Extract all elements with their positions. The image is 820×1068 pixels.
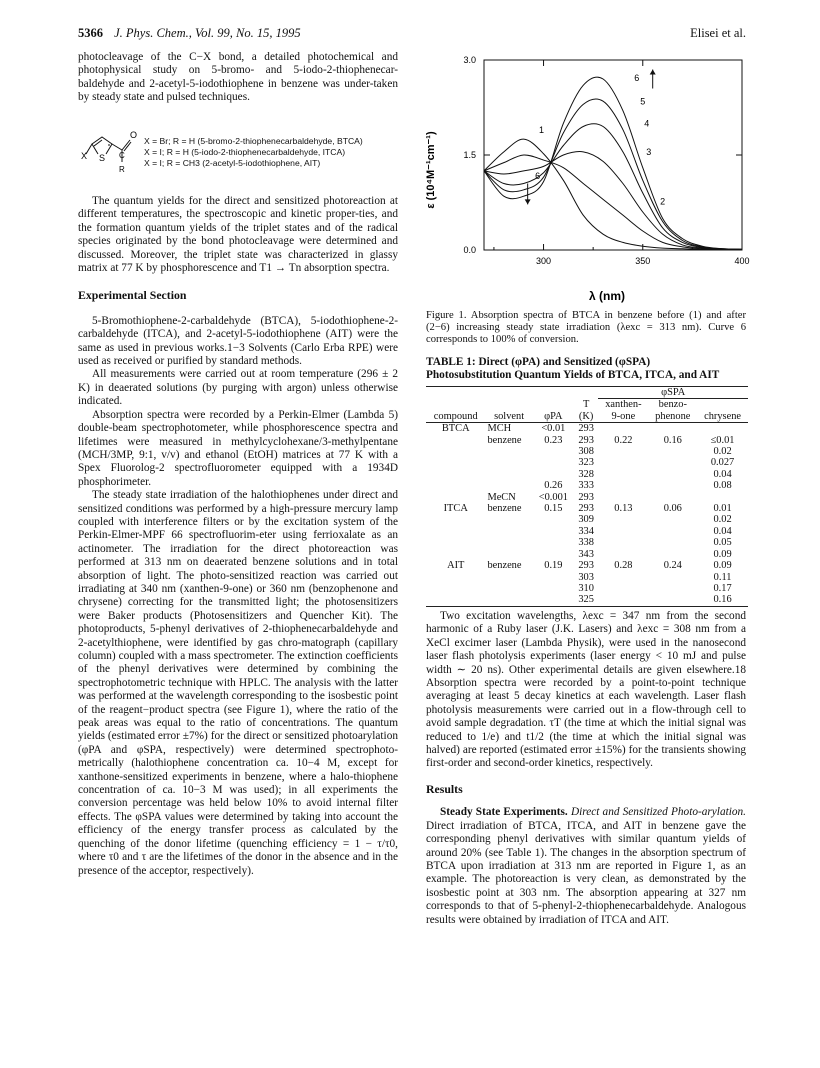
table-cell: 333 [578,480,594,492]
table-cell [426,549,485,560]
table-title [426,356,756,382]
table-cell [648,526,697,537]
steady-state-subheading: Direct and Sensitized Photo-arylation. [570,806,746,819]
table-cell [648,514,697,525]
intro-text: photocleavage of the C−X bond, a detailed photochemical and photophysical study on 5-bromo- and 5-iodo-2-thiophenecar-baldehyde and 2-acetyl-5-iodothiophene in benzene was under-taken by steady state and pulsed techniques. [78,51,398,104]
table-cell: 0.02 [713,514,732,526]
table-row [426,537,748,548]
table-cell: 309 [578,514,594,526]
table-cell [533,583,574,594]
structure-line-itca: X = I; R = H (5-iodo-2-thiophenecarbaldehyde, ITCA) [144,146,346,157]
table-cell [648,549,697,560]
table-cell [598,549,648,560]
table-cell: 334 [578,525,594,537]
table-cell [533,469,574,480]
table-cell [598,480,648,491]
table-cell [598,594,648,606]
experimental-irradiation: The steady state irradiation of the halothiophenes under direct and sensitized conditions was performed by a high-pressure mercury lamp coupled with interference filters or by the excitation system of the Perkin-Elmer-MPF 66 spectrofluorim-eter using ferrioxalate as an actinometer. The irradiation for the direct photoreaction was performed at 313 nm on deaerated benzene solutions and in total absorption of light. The photo-sensitized reaction was carried out irradiating at 340 nm (xanthen-9-one) or 360 nm (benzophenone and chrysene) correcting for the transmitted light; the photosensitizers were Baker products (Photosensitizers and Quencher Kit). The photoproducts, 5-phenyl derivatives of 2-thiophenecarbaldehyde and 2-acetylthiophene, were identified by gas chro-matograph (capillary column) coupled with a mass spectrometer. The extinction coefficients of the phenyl derivatives were determined by combining the spectrophotometric technique with HPLC. The analysis with the latter was performed at the wavelength corresponding to the isosbestic point of the reagent−product spectra (see Figure 1), where the ratio of the peak areas was equal to the ratio of concentrations. The quantum yields (estimated error ±7%) for the direct or sensitized photoarylation (φPA and φSPA, respectively) were determined spectrophoto-metrically (halothiophene concentration ca. 10−4 M, except for xanthone-sensitized experiments in benzene, where a halo-thiophene concentration of ca. 10−3 M was used); in all experiments the conversion percentage was held below 10% to avoid internal filter effects. The φSPA values were determined by taking into account the efficiency of the energy transfer process as calculated by the quenching of the donor lifetime (quenching efficiency = 1 − τ/τ0, where τ0 and τ are the lifetimes of the donor in the absence and in the presence of the acceptor, respectively). [78,489,398,877]
table-cell: benzene [487,560,522,572]
table-cell [598,526,648,537]
table-cell: 0.15 [544,503,563,515]
table-cell [485,549,532,560]
table-cell [648,480,697,491]
table-cell: 293 [578,434,594,446]
arrow-down-head-icon [525,199,531,204]
table-row [426,446,748,457]
table-cell: 0.11 [713,571,732,583]
steady-state-heading: Steady State Experiments. [440,806,568,819]
table-cell: 338 [578,537,594,549]
table-cell [598,492,648,503]
table-cell [648,537,697,548]
table-cell: 0.19 [544,560,563,572]
structure-legend [144,136,363,168]
table-cell [426,457,485,468]
table-cell [485,446,532,457]
table-cell: 0.13 [614,503,633,515]
table-cell [485,469,532,480]
table-cell [598,469,648,480]
table-cell [648,583,697,594]
y-tick-label: 1.5 [463,150,476,160]
series-1-line [484,139,742,249]
table-cell: MCH [487,423,512,435]
curve-label-5: 6 [634,72,640,83]
table-cell [598,583,648,594]
table-cell [648,457,697,468]
experimental-materials: 5-Bromothiophene-2-carbaldehyde (BTCA), 5-iodothiophene-2-carbaldehyde (ITCA), and 2-acetyl-5-iodothiophene (AIT) were the same as used in previous works.1−3 Solvents (Carlo Erba RPE) were used as received or purified by standard methods. [78,314,398,368]
table-cell: 0.22 [614,434,633,446]
table-row [426,560,748,571]
table-cell: 0.08 [713,480,732,492]
structure-line-ait: X = I; R = CH3 (2-acetyl-5-iodothiophene, AIT) [144,157,321,168]
curve-label-0: 1 [539,124,545,135]
table-cell [533,526,574,537]
table-cell [426,492,485,503]
table-cell: MeCN [487,491,516,503]
table-cell [598,537,648,548]
table-row [426,480,748,491]
table-header-top-6 [697,399,748,411]
arrow-up-head-icon [650,70,656,75]
table-cell [426,526,485,537]
table-cell: 0.05 [713,537,732,549]
curve-label-6: 6 [535,171,541,182]
table-cell: 323 [578,457,594,469]
table-cell [533,572,574,583]
intro-paragraph [78,51,398,105]
table-cell [533,537,574,548]
table-cell: 308 [578,446,594,458]
table-cell: 0.26 [544,480,563,492]
table-row [426,423,748,435]
absorption-spectra-plot [426,50,766,305]
x-tick-label: 300 [536,256,552,266]
table-cell [648,469,697,480]
table-cell [648,423,697,435]
curve-label-1: 2 [660,196,666,207]
table-cell: BTCA [441,423,470,435]
table-cell: 0.04 [713,468,732,480]
y-tick-label: 0.0 [463,245,476,255]
table-header-4: 9-one [598,411,648,423]
table-title-line-2: Photosubstitution Quantum Yields of BTCA, ITCA, and AIT [426,369,720,381]
table-cell: 0.09 [713,548,732,560]
table-row [426,594,748,606]
table-cell: 325 [574,594,598,606]
table-cell [598,457,648,468]
table-cell: <0.001 [538,491,568,503]
table-cell [598,572,648,583]
table-cell: 0.027 [710,457,735,469]
table-cell [485,457,532,468]
table-cell: 343 [578,548,594,560]
table-cell: 293 [578,503,594,515]
table-cell: 0.23 [544,434,563,446]
table-cell: 293 [578,491,594,503]
table-row [426,503,748,514]
table-cell [426,446,485,457]
table-header-top-0 [426,399,485,411]
table-header-2: φPA [533,411,574,423]
chemical-structure [78,128,398,180]
figure-caption [426,310,746,347]
table-title-line-1: TABLE 1: Direct (φPA) and Sensitized (φSPA) [426,356,651,368]
x-substituent-label: X [81,151,88,161]
y-tick-label: 3.0 [463,55,476,65]
table-row [426,492,748,503]
structure-line-btca: X = Br; R = H (5-bromo-2-thiophenecarbaldehyde, BTCA) [144,136,363,146]
laser-photolysis-paragraph: Two excitation wavelengths, λexc = 347 nm from the second harmonic of a Ruby laser (J.K. Lasers) and λexc = 308 nm from a XeCl excimer laser (Lambda Physik), were used in the nanosecond laser flash photolysis experiments (laser energy < 10 mJ and pulse width ∼ 20 ns). Other experimental details are given elsewhere.18 Absorption spectra were recorded by a point-to-point technique averaging at least 5 decay kinetics at each wavelength. Laser flash photolysis measurements were carried out in a flow-through cell to avoid sample degradation. τT (the time at which the initial signal was reduced to 1/e) and t1/2 (the time at which the initial signal was halved) are reported (estimated error ±15%) for the transients showing first-order and second-order kinetics, respectively. [426,610,746,770]
table-cell [648,594,697,606]
steady-state-paragraph [426,806,746,927]
table-row [426,526,748,537]
table-cell: 0.01 [713,503,732,515]
table-cell [485,526,532,537]
table-header-0: compound [426,411,485,423]
experimental-spectra: Absorption spectra were recorded by a Perkin-Elmer (Lambda 5) double-beam spectrophotometer, while phosphorescence spectra and lifetimes were measured in methylcyclohexane/3-methylpentane (MCH/3MP, 9:1, v/v) and ethanol (EtOH) matrices at 77 K with a Spex Fluorolog-2 spectrofluorometer equipped with a 1934D phosphorimeter. [78,408,398,488]
series-3-line [484,152,742,250]
table-header-top-3: T [582,399,590,411]
table-cell [426,480,485,491]
table-cell: 0.16 [663,434,682,446]
table-cell: 0.24 [663,560,682,572]
table-cell [485,537,532,548]
x-tick-label: 400 [734,256,750,266]
y-axis-label: ε (10⁴M⁻¹cm⁻¹) [426,131,437,209]
table-cell [485,572,532,583]
table-cell [485,583,532,594]
steady-state-text: Direct irradiation of BTCA, ITCA, and AIT in benzene gave the corresponding phenyl derivatives with similar quantum yields of around 20% (see Table 1). The changes in the absorption spectrum of BTCA upon irradiation at 313 nm are reported in Figure 1, as an example. The photoreaction is very clean, as demonstrated by the isosbestic point at 303 nm. The absorption appearing at 327 nm corresponds to that of 5-phenyl-2-thiophenecarbaldehyde. Analogous results were obtained by irradiation of ITCA and AIT. [426,819,746,926]
table-row [426,514,748,525]
results-heading: Results [426,781,463,796]
table-row [426,435,748,446]
series-4-line [484,124,742,250]
table-cell: 0.02 [713,446,732,458]
table-header-5: phenone [648,411,697,423]
table-cell: ITCA [443,503,468,515]
table-cell [485,480,532,491]
table-cell [598,514,648,525]
journal-citation: J. Phys. Chem., Vol. 99, No. 15, 1995 [114,26,301,40]
thiophene-structure-drawing [78,128,144,180]
table-header-3: (K) [574,411,598,423]
table-cell: benzene [487,503,522,515]
r-substituent-label: R [119,165,125,174]
right-body [426,610,746,927]
series-2-line [484,155,742,249]
figure-1-chart [426,50,766,305]
table-cell: 293 [578,560,594,572]
table-cell: 0.09 [713,560,732,572]
table-cell [485,514,532,525]
table-cell: 0.17 [713,582,732,594]
sulfur-label: S [99,153,106,163]
curve-label-4: 5 [640,96,646,107]
table-cell [426,514,485,525]
table-cell [598,423,648,435]
table-cell [533,549,574,560]
curve-label-2: 3 [646,147,652,157]
experimental-heading: Experimental Section [78,288,187,303]
table-cell [533,457,574,468]
quantum-yield-table [426,386,748,607]
table-cell [648,572,697,583]
table-cell [426,594,485,606]
table-header-top-4: xanthen- [605,399,642,411]
table-cell: AIT [447,560,465,572]
table-cell [697,423,748,435]
curve-label-3: 4 [644,118,650,129]
table-cell [426,469,485,480]
table-cell [648,492,697,503]
figure-caption-text: Figure 1. Absorption spectra of BTCA in benzene before (1) and after (2−6) increasing steady state irradiation (λexc = 313 nm). Curve 6 corresponds to 100% of conversion. [426,310,746,346]
table-row [426,469,748,480]
table-cell: benzene [487,434,522,446]
page-header [78,26,746,41]
table-cell: 303 [578,571,594,583]
table-cell: 0.28 [614,560,633,572]
table-header-top-2 [533,399,574,411]
table-cell [426,583,485,594]
experimental-conditions: All measurements were carried out at room temperature (296 ± 2 K) in deaerated solutions (by purging with argon) unless otherwise indicated. [78,368,398,408]
table-cell [426,435,485,446]
table-cell [533,446,574,457]
table-row [426,572,748,583]
table-cell: <0.01 [541,423,566,435]
table-cell: 310 [578,582,594,594]
table-header-6: chrysene [697,411,748,423]
table-cell [426,572,485,583]
running-authors: Elisei et al. [690,26,746,40]
left-body [78,195,398,878]
table-header-top-5: benzo- [658,399,687,411]
table-cell: 293 [578,423,594,435]
series-5-line [484,99,742,249]
table-cell [648,446,697,457]
table-row [426,583,748,594]
table-cell [426,537,485,548]
page-number: 5366 [78,26,103,40]
table-cell: 0.06 [663,503,682,515]
table-cell [533,514,574,525]
table-cell: 0.04 [713,525,732,537]
table-cell [697,492,748,503]
table-row [426,457,748,468]
table-group-header: φSPA [598,387,748,399]
table-cell: ≤0.01 [710,434,735,446]
table-row [426,549,748,560]
series-6-line [484,77,742,249]
x-tick-label: 350 [635,256,651,266]
oxygen-label: O [130,130,138,140]
quantum-yield-paragraph: The quantum yields for the direct and sensitized photoreaction at different temperatures, the spectroscopic and kinetic proper-ties, and the formation quantum yields of the triplet states and of the radical species originated by the bond photocleavage were determined and discussed. Moreover, the triplet state was characterized in glassy matrix at 77 K by phosphorescence and T1 → Tn absorption spectra. [78,195,398,275]
table-cell [533,594,574,606]
table-header-1: solvent [485,411,532,423]
carbon-label: C [119,151,125,160]
x-axis-label: λ (nm) [589,289,625,303]
table-cell: 328 [578,468,594,480]
table-cell: 0.16 [697,594,748,606]
table-cell [598,446,648,457]
table-cell [485,594,532,606]
table-header-top-1 [485,399,532,411]
